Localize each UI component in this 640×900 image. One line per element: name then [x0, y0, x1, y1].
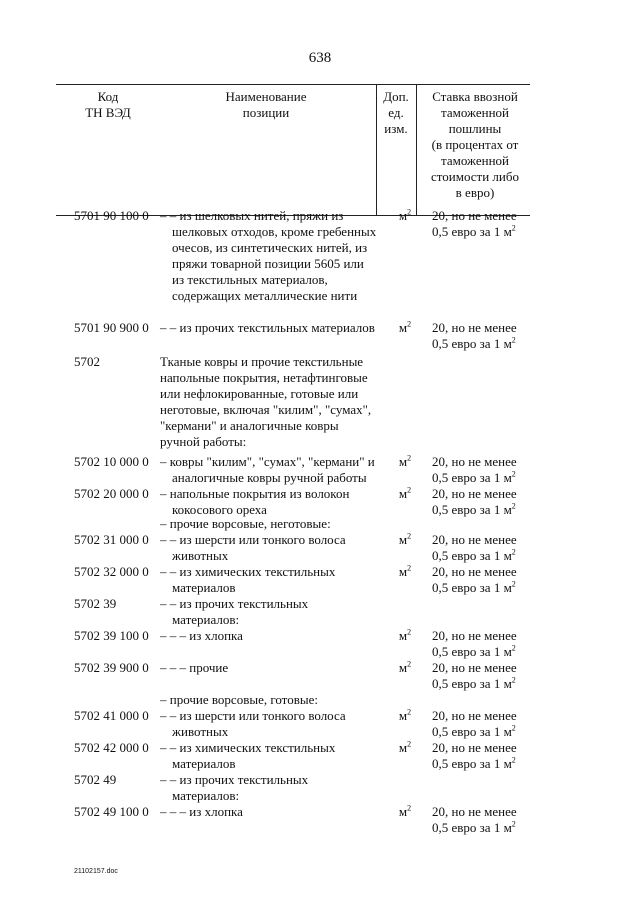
row-rate-line2-text: 0,5 евро за 1 м — [432, 336, 512, 351]
row-rate-line2-text: 0,5 евро за 1 м — [432, 724, 512, 739]
row-unit-text: м — [398, 320, 408, 335]
row-rate-line1: 20, но не менее — [432, 804, 517, 819]
table-header — [56, 84, 530, 216]
row-rate-line2 — [432, 580, 532, 596]
row-rate-line2 — [432, 820, 532, 836]
row-code: 5702 31 000 0 — [74, 532, 149, 547]
row-unit — [390, 320, 420, 336]
row-unit — [390, 564, 420, 580]
row-rate-line1: 20, но не менее — [432, 660, 517, 675]
row-code: 5702 49 — [74, 772, 117, 787]
row-name: – – из шерсти или тонкого волоса животных — [160, 532, 346, 563]
row-rate-line2-text: 0,5 евро за 1 м — [432, 548, 512, 563]
row-unit-superscript: 2 — [407, 563, 412, 573]
header-unit: Доп. ед. изм. — [383, 89, 409, 136]
row-code: 5702 10 000 0 — [74, 454, 149, 469]
row-unit — [390, 208, 420, 224]
row-rate-line2-text: 0,5 евро за 1 м — [432, 820, 512, 835]
row-name: – – из прочих текстильных материалов: — [160, 772, 309, 803]
row-name: – прочие ворсовые, готовые: — [160, 692, 318, 707]
row-unit-superscript: 2 — [407, 659, 412, 669]
row-unit-superscript: 2 — [407, 453, 412, 463]
row-name: – – из шерсти или тонкого волоса животных — [160, 708, 346, 739]
row-rate-line2 — [432, 724, 532, 740]
row-unit-text: м — [398, 532, 408, 547]
row-rate-superscript: 2 — [511, 223, 516, 233]
row-rate-line2 — [432, 548, 532, 564]
row-code: 5702 — [74, 354, 100, 369]
row-code: 5702 39 100 0 — [74, 628, 149, 643]
row-rate-superscript: 2 — [511, 501, 516, 511]
footer-filename: 21102157.doc — [74, 868, 118, 875]
row-rate-line2 — [432, 224, 532, 240]
row-rate-superscript: 2 — [511, 675, 516, 685]
row-rate-line2 — [432, 756, 532, 772]
row-code: 5702 49 100 0 — [74, 804, 149, 819]
row-rate-line2 — [432, 470, 532, 486]
row-rate-line1: 20, но не менее — [432, 320, 517, 335]
row-rate-line2 — [432, 336, 532, 352]
row-unit-text: м — [398, 486, 408, 501]
row-unit — [390, 740, 420, 756]
row-rate — [432, 628, 532, 660]
row-rate-superscript: 2 — [511, 755, 516, 765]
row-unit-text: м — [398, 454, 408, 469]
row-name: – – из химических текстильных материалов — [160, 740, 336, 771]
row-name: – – – из хлопка — [160, 628, 243, 643]
row-name: Тканые ковры и прочие текстильные напольные покрытия, нетафтинговые или нефлокированные, готовые или неготовые, включая "килим", "сумах", "кермани" и аналогичные ковры ручной работы: — [160, 354, 372, 449]
row-unit-superscript: 2 — [407, 207, 412, 217]
row-name: – – из шелковых нитей, пряжи из шелковых отходов, кроме гребенных очесов, из синтетических нитей, из пряжи товарной позиции 5605 или из текстильных материалов, содержащих металлические нити — [160, 208, 377, 303]
row-name: – – – из хлопка — [160, 804, 243, 819]
row-rate-line2-text: 0,5 евро за 1 м — [432, 470, 512, 485]
row-rate-line1: 20, но не менее — [432, 454, 517, 469]
row-rate — [432, 564, 532, 596]
row-code: 5702 20 000 0 — [74, 486, 149, 501]
row-rate — [432, 740, 532, 772]
row-rate-line2 — [432, 502, 532, 518]
row-unit — [390, 486, 420, 502]
row-rate-line2-text: 0,5 евро за 1 м — [432, 502, 512, 517]
row-unit-superscript: 2 — [407, 707, 412, 717]
row-unit-text: м — [398, 564, 408, 579]
row-rate-line1: 20, но не менее — [432, 740, 517, 755]
row-unit — [390, 454, 420, 470]
row-unit-superscript: 2 — [407, 627, 412, 637]
row-rate — [432, 532, 532, 564]
row-unit-superscript: 2 — [407, 739, 412, 749]
row-code: 5701 90 100 0 — [74, 208, 149, 223]
row-rate-line1: 20, но не менее — [432, 564, 517, 579]
row-rate-line1: 20, но не менее — [432, 486, 517, 501]
row-name: – ковры "килим", "сумах", "кермани" и аналогичные ковры ручной работы — [160, 454, 375, 485]
column-divider — [416, 85, 417, 215]
row-unit — [390, 804, 420, 820]
row-rate-superscript: 2 — [511, 547, 516, 557]
row-unit — [390, 660, 420, 676]
row-rate — [432, 486, 532, 518]
row-rate-line2-text: 0,5 евро за 1 м — [432, 676, 512, 691]
row-code: 5702 41 000 0 — [74, 708, 149, 723]
row-name: – – из химических текстильных материалов — [160, 564, 336, 595]
row-code: 5702 32 000 0 — [74, 564, 149, 579]
row-name: – – из прочих текстильных материалов — [160, 320, 375, 335]
row-rate — [432, 708, 532, 740]
row-rate-line1: 20, но не менее — [432, 628, 517, 643]
row-rate-line2-text: 0,5 евро за 1 м — [432, 644, 512, 659]
row-unit-text: м — [398, 804, 408, 819]
row-rate-line1: 20, но не менее — [432, 532, 517, 547]
row-rate-superscript: 2 — [511, 579, 516, 589]
row-unit-superscript: 2 — [407, 531, 412, 541]
row-unit-superscript: 2 — [407, 319, 412, 329]
row-rate-line2-text: 0,5 евро за 1 м — [432, 756, 512, 771]
row-rate-line2-text: 0,5 евро за 1 м — [432, 580, 512, 595]
row-unit — [390, 708, 420, 724]
page-number: 638 — [308, 50, 332, 66]
row-unit-text: м — [398, 628, 408, 643]
row-unit — [390, 532, 420, 548]
row-name: – напольные покрытия из волокон кокосового ореха — [160, 486, 350, 517]
row-unit-text: м — [398, 660, 408, 675]
row-rate-superscript: 2 — [511, 819, 516, 829]
row-code: 5702 39 — [74, 596, 117, 611]
row-rate-superscript: 2 — [511, 723, 516, 733]
row-rate-superscript: 2 — [511, 335, 516, 345]
row-code: 5702 39 900 0 — [74, 660, 149, 675]
row-rate-line1: 20, но не менее — [432, 208, 517, 223]
row-rate-line2 — [432, 644, 532, 660]
row-rate — [432, 660, 532, 692]
row-unit-superscript: 2 — [407, 485, 412, 495]
header-rate: Ставка ввозной таможенной пошлины (в процентах от таможенной стоимости либо в евро) — [430, 89, 519, 200]
row-rate — [432, 320, 532, 352]
row-name: – прочие ворсовые, неготовые: — [160, 516, 331, 531]
row-unit-text: м — [398, 208, 408, 223]
row-unit — [390, 628, 420, 644]
row-rate — [432, 454, 532, 486]
row-rate-line1: 20, но не менее — [432, 708, 517, 723]
row-rate — [432, 208, 532, 240]
row-name: – – из прочих текстильных материалов: — [160, 596, 309, 627]
row-code: 5701 90 900 0 — [74, 320, 149, 335]
header-name: Наименование позиции — [225, 89, 307, 120]
row-rate-line2-text: 0,5 евро за 1 м — [432, 224, 512, 239]
header-code: Код ТН ВЭД — [85, 89, 131, 120]
row-rate-superscript: 2 — [511, 469, 516, 479]
row-unit-text: м — [398, 708, 408, 723]
row-rate — [432, 804, 532, 836]
row-rate-superscript: 2 — [511, 643, 516, 653]
row-unit-text: м — [398, 740, 408, 755]
row-name: – – – прочие — [160, 660, 229, 675]
row-unit-superscript: 2 — [407, 803, 412, 813]
row-rate-line2 — [432, 676, 532, 692]
row-code: 5702 42 000 0 — [74, 740, 149, 755]
